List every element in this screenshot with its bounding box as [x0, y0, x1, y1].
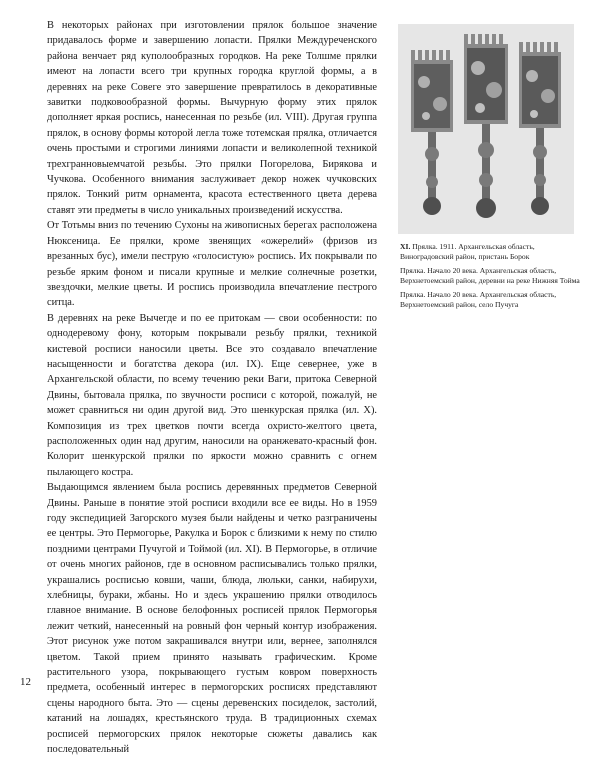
caption-1 — [400, 242, 580, 261]
caption-2 — [400, 266, 580, 285]
paragraph: Выдающимся явлением была роспись деревянных предметов Северной Двины. Раньше в понятие этой росписи входили все ее виды. Но в 1959 году экспедицией Загорского музея были найдены и четко разграничены ее центры. Это Пермогорье, Ракулка и Борок с близкими к нему по стилю поздними центрами Пучугой и Тоймой (ил. XI). В Пермогорье, в отличие от очень многих районов, где в основном расписывались только прялки, украшались росписью ковши, чаши, блюда, люльки, санки, набирухи, хлебницы, бураки, жбаны. Но и здесь украшению прялки отводилось главное внимание. В основе белофонных росписей прялок Пермогорья лежит четкий, нанесенный на ровный фон черный контур изображения. Этот рисунок уже потом закрашивался внутри или, вернее, заполнялся цветом. Такой прием принято называть графическим. Кроме растительного узора, покрывающего густым ковром поверхность предмета, особенный интерес в пермогорских росписях представляют сцены народного быта. Это — сцены деревенских посиделок, застолий, катаний на лошадях, крестьянского труда. В традиционных схемах росписей пермогорских прялок некоторые сюжеты давались как последовательный — [47, 482, 377, 756]
caption-text: Прялка. 1911. Архангельская область, Виноградовский район, пристань Борок — [400, 242, 535, 261]
distaff-photo — [398, 24, 574, 234]
paragraph: В деревнях на реке Вычегде и по ее притокам — свои особенности: по однодеревому фону, которым покрывали резьбу прялки, техникой кистевой росписи наносили цветы. Все это создавало впечатление насыщенности и богатства декора (ил. IX). Еще севернее, уже в Архангельской области, по всему течению реки Ваги, притока Северной Двины, бытовала прялка, по звучности росписи с которой, пожалуй, не может сравниться ни один другой вид. Это шенкурская прялка (ил. X). Композиция из трех цветков почти всегда охристо-желтого цвета, расположенных один над другим, наносили на оранжевато-красный фон. Колорит шенкурской прялки по яркости можно сравнить с огнем пылающего костра. — [47, 312, 377, 478]
caption-text: Прялка. Начало 20 века. Архангельская область, Верхнетоемский район, село Пучуга — [400, 290, 557, 309]
distaff-illustration — [398, 24, 574, 234]
page-number: 12 — [20, 676, 31, 688]
body-text-column — [47, 18, 377, 758]
paragraph: В некоторых районах при изготовлении прялок большое значение придавалось форме и завершению лопасти. Прялки Междуреченского района венчает ряд куполообразных городков. На реке Толшме прялки имеют на лопасти всего три крупных городка круглой формы, а в деревнях на реке Совеге это завершение превратилось в декоративные завитки подковообразной формы. Вычурную форму этих прялок дополняет яркая роспись, нанесенная по резьбе (ил. VIII). Другая группа прялок, в основу формы которой легла тоже тотемская прялка, отличается очень простыми и строгими линиями лопасти и великолепной техникой трехгранновыемчатой резьбы. Это прялки Погорелова, Бирякова и Чучкова. Особенного внимания заслуживает декор ножек чучковских прялок. Тонкий ритм орнамента, красота естественного цвета дерева ставят эти предметы в число уникальных произведений искусства. — [47, 20, 377, 216]
caption-3 — [400, 290, 580, 309]
caption-text: Прялка. Начало 20 века. Архангельская область, Верхнетоемский район, деревни на реке Нижняя Тойма — [400, 266, 580, 285]
caption-number: XI. — [400, 242, 411, 251]
figure-captions — [400, 242, 580, 315]
paragraph: От Тотьмы вниз по течению Сухоны на живописных берегах расположена Нюксеница. Ее прялки, кроме звенящих «ожерелий» (фризов из врезанных бус), имели пеструю «голосистую» роспись. Их покрывали по резьбе ярким фоном и писали крупные и мелкие солнечные розетки, звездочки, мелкие цветы. И роспись производила впечатление пестрого ситца. — [47, 220, 377, 309]
